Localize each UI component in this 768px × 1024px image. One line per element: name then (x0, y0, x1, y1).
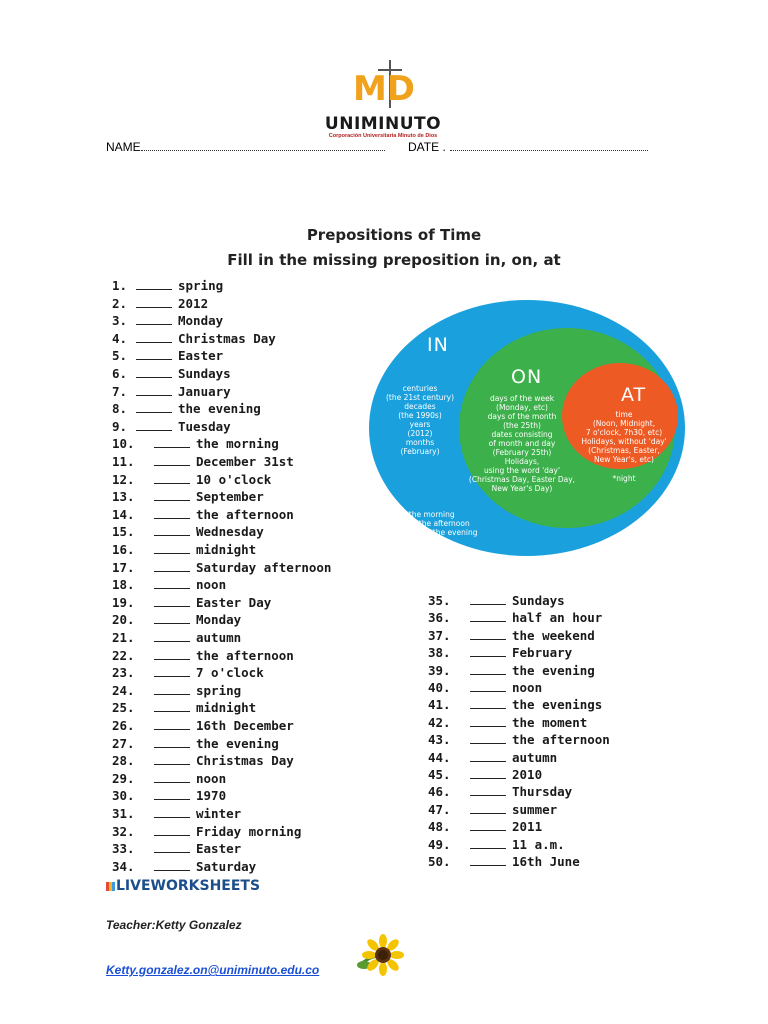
answer-blank[interactable] (470, 595, 506, 605)
answer-blank[interactable] (154, 491, 190, 501)
exercise-number: 45. (428, 767, 451, 782)
exercise-text: Saturday (196, 858, 257, 874)
exercise-text: 10 o'clock (196, 471, 272, 487)
exercise-item (112, 577, 226, 592)
exercise-text: autumn (512, 749, 558, 765)
exercise-item (112, 507, 294, 522)
date-field[interactable] (450, 140, 648, 151)
answer-blank[interactable] (470, 804, 506, 814)
answer-blank[interactable] (470, 821, 506, 831)
exercise-text: midnight (196, 542, 257, 557)
answer-blank[interactable] (154, 614, 190, 624)
exercise-text: Easter (178, 348, 224, 364)
exercise-number: 38. (428, 645, 451, 661)
exercise-item (112, 489, 264, 504)
exercise-item (428, 610, 602, 625)
name-date-line (106, 140, 648, 154)
exercise-item (112, 472, 271, 487)
answer-blank[interactable] (154, 562, 190, 572)
exercise-number: 24. (112, 682, 135, 698)
exercise-item (112, 595, 271, 610)
exercise-text: Monday (196, 612, 242, 628)
answer-blank[interactable] (154, 438, 190, 448)
exercise-text: noon (196, 577, 227, 593)
answer-blank[interactable] (154, 808, 190, 818)
exercise-text: the evening (196, 735, 279, 751)
worksheet-instruction: Fill in the missing preposition in, on, at (227, 251, 561, 269)
exercise-number: 35. (428, 593, 451, 608)
exercise-number: 42. (428, 714, 451, 730)
prepositions-diagram (367, 298, 687, 558)
exercise-text: Wednesday (196, 524, 264, 540)
exercise-number: 1. (112, 278, 128, 293)
teacher-name: Teacher:Ketty Gonzalez (106, 918, 242, 932)
answer-blank[interactable] (154, 826, 190, 836)
exercise-number: 33. (112, 841, 135, 857)
exercise-text: Monday (178, 313, 224, 329)
at-label: AT (621, 384, 647, 406)
exercise-item (112, 348, 223, 363)
in-label: IN (427, 334, 449, 356)
exercise-text: 11 a.m. (512, 836, 565, 852)
answer-blank[interactable] (470, 769, 506, 779)
exercise-number: 23. (112, 665, 135, 681)
liveworksheets-logo (106, 878, 260, 894)
answer-blank[interactable] (154, 738, 190, 748)
answer-blank[interactable] (470, 682, 506, 692)
exercise-item (428, 697, 602, 712)
answer-blank[interactable] (154, 720, 190, 730)
exercise-number: 50. (428, 854, 451, 869)
exercise-item (112, 524, 264, 539)
answer-blank[interactable] (154, 790, 190, 800)
name-label: NAME (106, 140, 141, 154)
answer-blank[interactable] (154, 579, 190, 589)
date-label: DATE . (408, 140, 446, 154)
exercise-item (112, 313, 223, 328)
exercise-number: 46. (428, 784, 451, 800)
answer-blank[interactable] (136, 315, 172, 325)
exercise-text: half an hour (512, 610, 603, 626)
exercise-number: 47. (428, 801, 451, 817)
exercise-number: 44. (428, 749, 451, 765)
answer-blank[interactable] (154, 667, 190, 677)
logo-subtitle: Corporación Universitaria Minuto de Dios (328, 133, 438, 139)
exercise-item (428, 784, 572, 799)
logo-name: UNIMINUTO (324, 114, 442, 134)
exercise-number: 12. (112, 471, 135, 487)
exercise-item (112, 736, 279, 751)
answer-blank[interactable] (154, 544, 190, 554)
exercise-number: 29. (112, 770, 135, 786)
exercise-number: 20. (112, 612, 135, 628)
answer-blank[interactable] (136, 403, 172, 413)
exercise-item (428, 802, 557, 817)
answer-blank[interactable] (470, 717, 506, 727)
exercise-number: 11. (112, 454, 135, 469)
exercise-item (112, 718, 294, 733)
exercise-text: the afternoon (196, 647, 294, 663)
exercise-text: the evening (178, 401, 261, 417)
exercise-number: 18. (112, 577, 135, 593)
exercise-text: 2011 (512, 819, 543, 835)
answer-blank[interactable] (154, 456, 190, 466)
worksheet-title: Prepositions of Time (306, 226, 482, 244)
exercise-number: 40. (428, 680, 451, 695)
answer-blank[interactable] (470, 734, 506, 744)
exercise-number: 17. (112, 559, 135, 575)
exercise-number: 21. (112, 630, 135, 645)
exercise-item (428, 819, 542, 834)
exercise-number: 13. (112, 489, 135, 505)
answer-blank[interactable] (154, 755, 190, 765)
exercise-text: Friday morning (196, 823, 302, 839)
exercise-text: Christmas Day (178, 330, 276, 346)
answer-blank[interactable] (470, 856, 506, 866)
exercise-item (428, 767, 542, 782)
answer-blank[interactable] (136, 350, 172, 360)
exercise-text: winter (196, 806, 242, 821)
exercise-item (112, 683, 241, 698)
exercise-item (428, 628, 595, 643)
exercise-text: 7 o'clock (196, 665, 264, 681)
exercise-item (428, 715, 587, 730)
answer-blank[interactable] (470, 699, 506, 709)
answer-blank[interactable] (136, 280, 172, 290)
exercise-text: the evenings (512, 697, 603, 713)
exercise-item (112, 454, 294, 469)
exercise-number: 4. (112, 330, 128, 346)
exercise-number: 41. (428, 697, 451, 713)
exercise-item (112, 841, 241, 856)
exercise-text: the weekend (512, 627, 595, 643)
on-notes: days of the week (Monday, etc) days of the month (the 25th) dates consisting of month and day (February 25th) Holidays, using the word 'day' (Christmas Day, Easter Day, New Year's Day) (468, 394, 576, 493)
teacher-email-link[interactable]: Ketty.gonzalez.on@uniminuto.edu.co (106, 963, 320, 977)
exercise-text: Christmas Day (196, 753, 294, 769)
exercise-number: 49. (428, 836, 451, 852)
exercise-text: January (178, 383, 231, 399)
exercise-text: September (196, 489, 264, 505)
exercise-number: 32. (112, 823, 135, 839)
exercise-item (112, 859, 256, 874)
exercise-item (112, 665, 264, 680)
exercise-number: 6. (112, 366, 128, 381)
exercise-text: autumn (196, 630, 242, 645)
exercise-item (112, 806, 241, 821)
exercise-number: 27. (112, 735, 135, 751)
exercise-text: the afternoon (196, 506, 294, 522)
exercise-text: February (512, 645, 573, 661)
exercise-item (112, 648, 294, 663)
exercise-number: 26. (112, 718, 135, 733)
exercise-text: spring (178, 278, 224, 293)
exercise-number: 36. (428, 610, 451, 626)
exercise-item (112, 788, 226, 803)
answer-blank[interactable] (154, 702, 190, 712)
exercise-number: 22. (112, 647, 135, 663)
at-notes: time (Noon, Midnight, 7 o'clock, 7h30, etc) Holidays, without 'day' (Christmas, Easter, New Year's, etc) *night (581, 410, 667, 483)
exercise-item (428, 663, 595, 678)
answer-blank[interactable] (154, 597, 190, 607)
exercise-number: 9. (112, 418, 128, 434)
exercise-item (428, 837, 565, 852)
answer-blank[interactable] (470, 665, 506, 675)
answer-blank[interactable] (154, 632, 190, 642)
exercise-number: 25. (112, 700, 135, 716)
exercise-text: the morning (196, 436, 279, 452)
exercise-number: 5. (112, 348, 128, 364)
answer-blank[interactable] (154, 509, 190, 519)
answer-blank[interactable] (136, 298, 172, 308)
exercise-item (112, 419, 231, 434)
worksheet (104, 208, 684, 878)
name-field[interactable] (141, 140, 385, 151)
exercise-number: 34. (112, 858, 135, 874)
exercise-number: 2. (112, 295, 128, 311)
exercise-number: 37. (428, 627, 451, 643)
exercise-item (428, 750, 557, 765)
answer-blank[interactable] (154, 843, 190, 853)
exercise-text: 2010 (512, 767, 543, 782)
answer-blank[interactable] (154, 685, 190, 695)
answer-blank[interactable] (136, 386, 172, 396)
exercise-text: 16th June (512, 854, 580, 869)
exercise-number: 3. (112, 313, 128, 329)
exercise-text: the afternoon (512, 732, 610, 748)
exercise-text: noon (512, 680, 543, 695)
exercise-text: summer (512, 801, 558, 817)
exercise-number: 15. (112, 524, 135, 540)
in-notes: centuries (the 21st century) decades (the 1990s) years (2012) months (February) (385, 384, 455, 456)
exercise-item (112, 331, 276, 346)
exercise-number: 10. (112, 436, 135, 452)
exercise-number: 43. (428, 732, 451, 748)
exercise-text: Sundays (512, 593, 565, 608)
exercise-text: 16th December (196, 718, 294, 733)
in-bottom-notes: *the morning *the afternoon *the evening (405, 510, 478, 537)
on-label: ON (511, 366, 543, 388)
uniminuto-logo (312, 44, 454, 139)
exercise-item (112, 612, 241, 627)
exercise-item (428, 645, 572, 660)
exercise-number: 30. (112, 788, 135, 804)
exercise-item (112, 771, 226, 786)
exercise-number: 19. (112, 594, 135, 610)
exercise-text: Easter Day (196, 594, 272, 610)
answer-blank[interactable] (470, 612, 506, 622)
exercise-number: 16. (112, 542, 135, 557)
exercise-item (112, 630, 241, 645)
exercise-text: midnight (196, 700, 257, 716)
exercise-item (112, 560, 331, 575)
exercise-item (112, 824, 301, 839)
exercise-item (112, 753, 294, 768)
exercise-text: December 31st (196, 454, 294, 469)
exercise-number: 39. (428, 662, 451, 678)
exercise-text: Sundays (178, 366, 231, 381)
liveworksheets-brand: LIVEWORKSHEETS (116, 878, 261, 894)
exercise-text: Saturday afternoon (196, 559, 332, 575)
exercise-number: 7. (112, 383, 128, 399)
md-logo-icon (348, 60, 420, 108)
exercise-text: 2012 (178, 295, 209, 311)
answer-blank[interactable] (154, 861, 190, 871)
exercise-item (112, 296, 208, 311)
exercise-item (112, 436, 279, 451)
answer-blank[interactable] (136, 368, 172, 378)
answer-blank[interactable] (154, 650, 190, 660)
exercise-item (112, 700, 256, 715)
answer-blank[interactable] (136, 421, 172, 431)
answer-blank[interactable] (136, 333, 172, 343)
exercise-number: 31. (112, 806, 135, 821)
exercise-text: the moment (512, 714, 588, 730)
answer-blank[interactable] (470, 630, 506, 640)
exercise-item (112, 366, 231, 381)
exercise-number: 8. (112, 401, 128, 417)
answer-blank[interactable] (154, 474, 190, 484)
exercise-text: noon (196, 770, 227, 786)
answer-blank[interactable] (154, 526, 190, 536)
answer-blank[interactable] (470, 839, 506, 849)
exercise-text: Easter (196, 841, 242, 857)
exercise-item (112, 542, 256, 557)
exercise-item (428, 593, 565, 608)
exercise-item (428, 732, 610, 747)
answer-blank[interactable] (154, 773, 190, 783)
exercise-text: 1970 (196, 788, 227, 804)
exercise-number: 14. (112, 506, 135, 522)
answer-blank[interactable] (470, 752, 506, 762)
exercise-text: spring (196, 682, 242, 698)
exercise-item (428, 680, 542, 695)
exercise-item (428, 854, 580, 869)
exercise-text: the evening (512, 662, 595, 678)
answer-blank[interactable] (470, 647, 506, 657)
exercise-number: 28. (112, 753, 135, 769)
answer-blank[interactable] (470, 786, 506, 796)
exercise-text: Thursday (512, 784, 573, 800)
exercise-item (112, 401, 261, 416)
sunflower-icon (356, 933, 410, 977)
logo-initials: MD (352, 69, 416, 108)
exercise-text: Tuesday (178, 418, 231, 434)
liveworksheets-icon (106, 882, 115, 891)
exercise-number: 48. (428, 819, 451, 835)
exercise-item (112, 384, 231, 399)
exercise-item (112, 278, 223, 293)
